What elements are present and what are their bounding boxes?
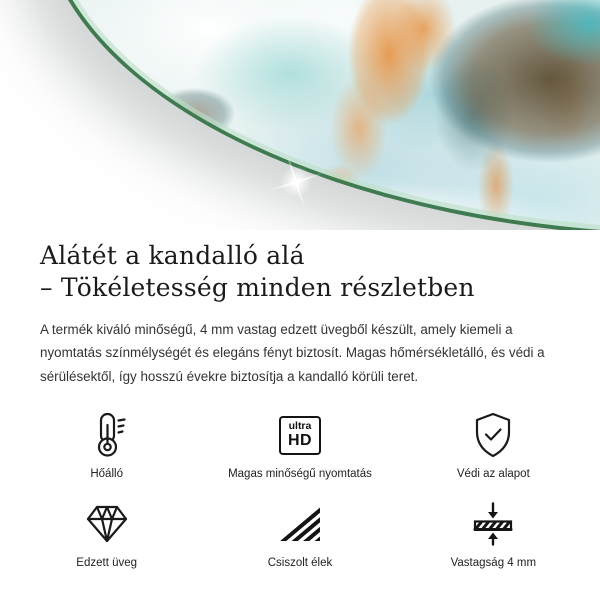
- feature-label: Vastagság 4 mm: [450, 557, 537, 570]
- diamond-icon: [84, 503, 130, 545]
- feature-tempered-glass: [10, 500, 203, 569]
- feature-label: Magas minőségű nyomtatás: [228, 468, 372, 481]
- feature-protects-base: [397, 411, 590, 480]
- thickness-icon: [470, 502, 516, 546]
- feature-thickness: [397, 500, 590, 569]
- feature-label: Hőálló: [90, 468, 123, 481]
- title-line-2: – Tökéletesség minden részletben: [40, 272, 475, 302]
- feature-label: Csiszolt élek: [267, 557, 333, 570]
- page-title: [40, 240, 560, 304]
- feature-label: Edzett üveg: [76, 557, 138, 570]
- feature-heat-resistant: [10, 411, 203, 480]
- feature-ultra-hd-print: [203, 411, 396, 480]
- feature-polished-edges: [203, 500, 396, 569]
- shield-check-icon: [471, 411, 515, 459]
- features-grid: [10, 411, 590, 569]
- thermometer-icon: [85, 411, 129, 459]
- hero-image: [0, 0, 600, 230]
- product-description: A termék kiváló minőségű, 4 mm vastag edzett üvegből készült, amely kiemeli a nyomtatás színmélységét és elegáns fényt biztosít. Magas hőmérsékletálló, és védi a sérülésektől, így hosszú évekre biztosítja a kandalló körüli teret.: [40, 321, 545, 385]
- title-line-1: Alátét a kandalló alá: [40, 241, 305, 270]
- polished-edges-icon: [277, 504, 323, 544]
- feature-label: Védi az alapot: [456, 468, 530, 481]
- ultra-hd-icon: ultra HD: [279, 416, 321, 455]
